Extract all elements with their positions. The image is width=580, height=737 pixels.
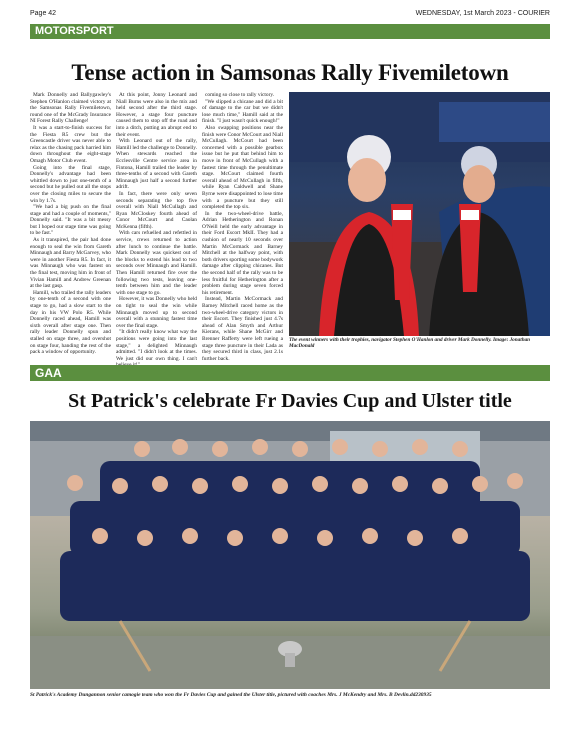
rally-photo-illustration <box>289 92 550 336</box>
paragraph: With Leonard out of the rally, Hamill led the challenge to Donnelly. When stewards reached the Ecclesville Centre service area in Fintona, Hamill trailed the leader by three-tenths of a second with Gareth Minnaugh just half a second further adrift. <box>116 138 197 191</box>
paragraph: Hamill, who trailed the rally leaders by one-tenth of a second with one stage to go, had a slow start to the day in his VW Polo R5. While Donnelly raced ahead, Hamill was sixth overall after stage one. Then rally leader Donnelly spun and stalled on stage three, and overshot on stage four, handing the rest of the pack a window of opportunity. <box>30 289 111 356</box>
paragraph: coming so close to rally victory. <box>205 92 275 98</box>
team-photo-caption: St Patrick's Academy Dungannon senior camogie team who won the Fr Davies Cup and gained the Ulster title, pictured with coaches Mrs. J McKendry and Mrs. B Devlin.dd230935 <box>30 692 432 698</box>
paragraph: It was a start-to-finish success for the Fiesta R5 crew but the Greencastle driver was never able to relax as the chasing pack harried him down throughout the eight-stage Omagh Motor Club event. <box>30 124 111 164</box>
paragraph: However, it was Donnelly who held on tight to seal the win while Minnaugh moved up to second overall with a stunning fastest time over the final stage. <box>116 296 197 329</box>
paragraph: "We had a big push on the final stage and had a couple of moments," Donnelly said. "It was a bit messy but I hoped our stage time was going to be fast." <box>30 204 111 237</box>
rally-photo-caption: The event winners with their trophies, navigator Stephen O'Hanlon and driver Mark Donnelly. Image: Jonathan MacDonald <box>289 337 531 350</box>
issue-date: WEDNESDAY, 1st March 2023 - COURIER <box>415 10 550 17</box>
page-number: Page 42 <box>30 10 57 17</box>
paragraph: Also swapping positions near the finish were Conor McCourt and Niall McCullagh. McCourt had been concerned with a possible gearbox issue but he put that behind him to move in front of McCullagh with a fastest time through the penultimate stage. McCourt claimed fourth overall ahead of McCullagh in fifth, while Ryan Caldwell and Shane Byrne were disappointed to lose time with a puncture but they still completed the top six. <box>202 124 283 211</box>
team-photo-illustration <box>30 421 550 689</box>
rally-winners-photo <box>289 92 550 336</box>
paragraph: In fact, there were only seven seconds separating the top five overall with Niall McCullagh and Ryan McCloskey fourth ahead of Conor McCourt and Caolan McKenna (fifth). <box>116 190 197 230</box>
paragraph: As it transpired, the pair had done enough to seal the win from Gareth Minnaugh and Barry McGarvey, who were in another Fiesta R5. In fact, it was Minnaugh who was fastest on the final test, moving him in front of Vivian Hamill and Andrew Greenan at the last gasp. <box>30 237 111 290</box>
paragraph: With cars refuelled and refettled in service, crews returned to action after lunch to continue the battle. Mark Donnelly was quickest out of the blocks to extend his lead to two seconds over Minnaugh and Hamill. Then Hamill returned fire over the following two tests, leaving one-tenth between him and the leader with one stage to go. <box>116 230 197 296</box>
paragraph: Mark Donnelly and Ballygawley's Stephen O'Hanlon claimed victory at the Samsonas Rally Fivemiletown, round one of the McGrady Insurance NI Forest Rally Challenge! <box>30 92 111 125</box>
paragraph: Going into the final stage, Donnelly's advantage had been whittled down to just one-tenth of a second but he pulled out all the stops over the closing miles to secure the win by 1.7s. <box>30 164 111 204</box>
article-column-3 <box>202 92 283 362</box>
section-band-motorsport: MOTORSPORT <box>30 24 550 39</box>
page-header <box>30 10 550 22</box>
motorsport-headline: Tense action in Samsonas Rally Fivemiletown <box>71 60 509 85</box>
section-band-gaa: GAA <box>30 365 550 381</box>
paragraph: In the two-wheel-drive battle, Adrian Hetherington and Ronan O'Neill held the early advantage in their Ford Escort MkII. They had a cushion of nearly 10 seconds over Martin McCormack and Barney Mitchell at the halfway point, with both drivers sporting some bodywork damage after clipping chicanes. But the second half of the rally was to be less fruitful for Hetherington after a problem during stage seven forced his retirement. <box>202 210 283 296</box>
paragraph: "We slipped a chicane and did a bit of damage to the car but we didn't lose much time," Hamill said at the finish. "I just wasn't quick enough!" <box>202 98 283 125</box>
article-column-1 <box>30 92 111 354</box>
gaa-headline: St Patrick's celebrate Fr Davies Cup and Ulster title <box>68 390 512 412</box>
paragraph: Instead, Martin McCormack and Barney Mitchell raced home as the two-wheel-drive category victors in their Escort. They finished just 4.7s ahead of Alan Smyth and Arthur Kierans, while Shane McGirr and Brenner Rafferty were left rueing a stage three puncture in their Lada as they secured third in class, just 2.1s further back. <box>202 296 283 362</box>
team-photo <box>30 421 550 689</box>
paragraph: At this point, Jonny Leonard and Niall Burns were also in the mix and held second after the third stage. However, a stage four puncture caused them to stop off the road and into a ditch, putting an abrupt end to their event. <box>116 92 197 138</box>
paragraph: "It didn't really know what way the positions were going into the last stage," a delighted Minnaugh admitted. "I didn't look at the times. We just did our own thing. I can't <box>116 329 197 362</box>
article-column-2 <box>116 92 197 362</box>
